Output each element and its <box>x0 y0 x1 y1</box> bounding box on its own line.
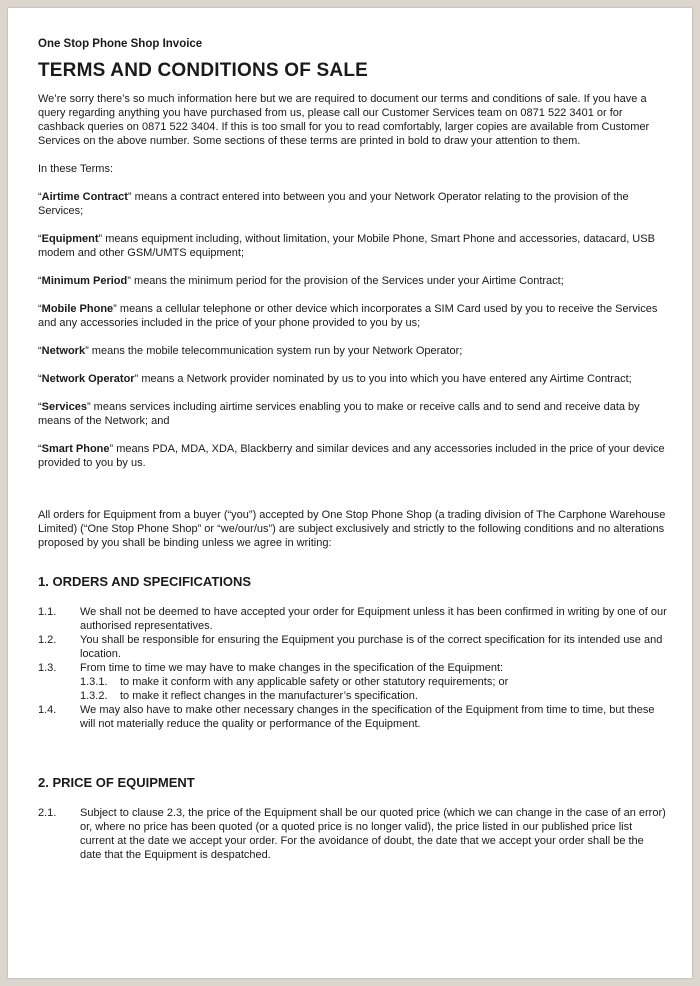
definition-network: “Network” means the mobile telecommunication system run by your Network Operator; <box>38 345 463 357</box>
clause-number: 1.3. <box>38 662 57 674</box>
definition-text: means the mobile telecommunication system run by your Network Operator; <box>88 345 463 357</box>
definition-equipment: “Equipment” means equipment including, without limitation, your Mobile Phone, Smart Phone and accessories, datacard, USB modem and other GSM/UMTS equipment; <box>38 233 655 259</box>
clause-text: Subject to clause 2.3, the price of the Equipment shall be our quoted price (which we can change in the case of an error) or, where no price has been quoted (or a quoted price is no longer valid), the price listed in our published price list current at the date we accept your order. For the avoidance of doubt, the date that we accept your order shall be the date that the Equipment is despatched. <box>80 807 666 861</box>
clause-number: 1.1. <box>38 606 57 618</box>
definition-term: Services <box>41 401 87 413</box>
clause-1-3-1 <box>38 675 668 689</box>
definition-term: Minimum Period <box>41 275 128 287</box>
definition-text: means services including airtime services enabling you to make or receive calls and to send and receive data by means of the Network; and <box>38 401 640 427</box>
definition-text: means a Network provider nominated by us to you into which you have entered any Airtime Contract; <box>138 373 632 385</box>
definition-network-operator: “Network Operator” means a Network provider nominated by us to you into which you have entered any Airtime Contract; <box>38 373 632 385</box>
page-title: TERMS AND CONDITIONS OF SALE <box>38 60 369 81</box>
definition-services: “Services” means services including airtime services enabling you to make or receive calls and to send and receive data by means of the Network; and <box>38 401 640 427</box>
document-content <box>38 38 668 862</box>
clause-1-3-2 <box>38 689 668 703</box>
clause-text: to make it conform with any applicable safety or other statutory requirements; or <box>120 676 509 688</box>
definition-text: means a contract entered into between you and your Network Operator relating to the provision of the Services; <box>38 191 629 217</box>
definition-text: means a cellular telephone or other device which incorporates a SIM Card used by you to receive the Services and any accessories included in the price of your phone provided to you by us; <box>38 303 658 329</box>
clause-2-1 <box>38 806 668 862</box>
clause-text: to make it reflect changes in the manufacturer’s specification. <box>120 690 418 702</box>
clause-text: You shall be responsible for ensuring the Equipment you purchase is of the correct specification for its intended use and location. <box>80 634 663 660</box>
definition-minimum-period: “Minimum Period” means the minimum period for the provision of the Services under your Airtime Contract; <box>38 275 564 287</box>
definition-term: Equipment <box>41 233 99 245</box>
definition-smart-phone: “Smart Phone” means PDA, MDA, XDA, Blackberry and similar devices and any accessories included in the price of your device provided to you by us. <box>38 443 665 469</box>
definition-text: means PDA, MDA, XDA, Blackberry and similar devices and any accessories included in the price of your device provided to you by us. <box>38 443 665 469</box>
definition-term: Network <box>41 345 86 357</box>
orders-intro-paragraph: All orders for Equipment from a buyer (“you”) accepted by One Stop Phone Shop (a trading division of The Carphone Warehouse Limited) (“One Stop Phone Shop” or “we/our/us”) are subject exclusively and strictly to the following conditions and no alterations proposed by you shall be binding unless we agree in writing: <box>38 509 666 549</box>
definition-text: means the minimum period for the provision of the Services under your Airtime Contract; <box>130 275 564 287</box>
clause-1-3 <box>38 661 668 675</box>
definition-term: Smart Phone <box>41 443 110 455</box>
definition-airtime-contract: “Airtime Contract” means a contract entered into between you and your Network Operator relating to the provision of the Services; <box>38 191 629 217</box>
clause-text: From time to time we may have to make changes in the specification of the Equipment: <box>80 662 504 674</box>
in-these-terms: In these Terms: <box>38 163 113 175</box>
clause-number: 1.3.2. <box>80 690 108 702</box>
definition-mobile-phone: “Mobile Phone” means a cellular telephone or other device which incorporates a SIM Card used by you to receive the Services and any accessories included in the price of your phone provided to you by us; <box>38 303 658 329</box>
intro-paragraph: We’re sorry there’s so much information here but we are required to document our terms and conditions of sale. If you have a query regarding anything you have purchased from us, please call our Customer Services team on 0871 522 3401 or for cashback queries on 0871 522 3404. If this is too small for you to read comfortably, larger copies are available from Customer Services on the above number. Some sections of these terms are printed in bold to draw your attention to them. <box>38 93 650 147</box>
definition-term: Network Operator <box>41 373 135 385</box>
definition-text: means equipment including, without limitation, your Mobile Phone, Smart Phone and accessories, datacard, USB modem and other GSM/UMTS equipment; <box>38 233 655 259</box>
clause-text: We shall not be deemed to have accepted your order for Equipment unless it has been confirmed in writing by one of our authorised representatives. <box>80 606 667 632</box>
clause-text: We may also have to make other necessary changes in the specification of the Equipment from time to time, but these will not materially reduce the quality or performance of the Equipment. <box>80 704 655 730</box>
section-spacer <box>38 731 668 775</box>
definition-term: Mobile Phone <box>41 303 114 315</box>
section-heading-orders: 1. ORDERS AND SPECIFICATIONS <box>38 574 252 589</box>
clause-1-4 <box>38 703 668 731</box>
clause-1-1 <box>38 605 668 633</box>
document-title: One Stop Phone Shop Invoice <box>38 38 203 50</box>
document-page <box>8 8 692 978</box>
clause-number: 2.1. <box>38 807 57 819</box>
clause-number: 1.4. <box>38 704 57 716</box>
clause-number: 1.3.1. <box>80 676 108 688</box>
clause-number: 1.2. <box>38 634 57 646</box>
section-heading-price: 2. PRICE OF EQUIPMENT <box>38 775 195 790</box>
clause-1-2 <box>38 633 668 661</box>
definition-term: Airtime Contract <box>41 191 128 203</box>
